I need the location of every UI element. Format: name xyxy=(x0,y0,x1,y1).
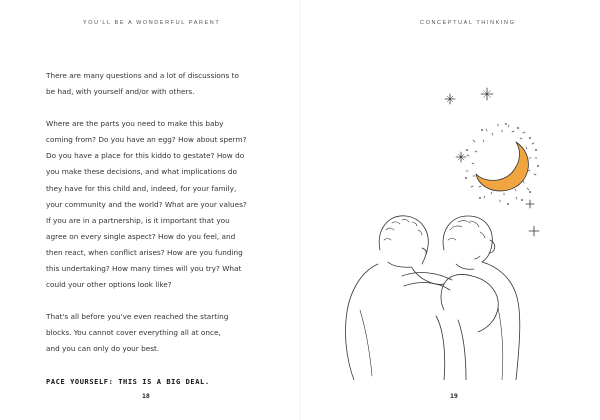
paragraph xyxy=(46,309,268,357)
star-icon xyxy=(481,88,493,100)
text-line: Do you have a place for this kiddo to gestate? How do xyxy=(46,151,245,161)
text-line: That's all before you've even reached the starting xyxy=(46,312,229,322)
text-line: coming from? Do you have an egg? How about sperm? xyxy=(46,135,247,145)
text-line: your community and the world? What are your values? xyxy=(46,199,247,209)
text-line: be had, with yourself and/or with others. xyxy=(46,87,195,97)
text-line: Where are the parts you need to make this baby xyxy=(46,119,224,129)
star-icon xyxy=(456,152,466,162)
text-line: they have for this child and, indeed, for your family, xyxy=(46,183,237,193)
moon-icon xyxy=(476,142,528,191)
body-text xyxy=(46,68,268,390)
arm-around xyxy=(402,273,466,380)
page-number: 19 xyxy=(450,392,458,400)
star-icon xyxy=(526,200,534,208)
text-line: There are many questions and a lot of discussions to xyxy=(46,71,239,80)
text-line: agree on every single aspect? How do you feel, and xyxy=(46,231,236,241)
person-right xyxy=(441,216,520,380)
page-number: 18 xyxy=(142,392,150,400)
running-head: CONCEPTUAL THINKING xyxy=(420,20,516,26)
star-icon xyxy=(529,226,539,236)
person-left xyxy=(345,216,444,380)
text-line: If you are in a partnership, is it important that you xyxy=(46,215,230,225)
text-line: blocks. You cannot cover everything all at once, xyxy=(46,328,221,338)
paragraph xyxy=(46,68,268,100)
callout-text: PACE YOURSELF: THIS IS A BIG DEAL. xyxy=(46,377,210,386)
couple-moon-illustration xyxy=(340,80,560,380)
text-line: could your other options look like? xyxy=(46,280,172,290)
text-line: you make these decisions, and what implications do xyxy=(46,167,237,177)
paragraph xyxy=(46,116,268,293)
text-line: then react, when conflict arises? How are you funding xyxy=(46,247,243,257)
running-head: YOU'LL BE A WONDERFUL PARENT xyxy=(83,20,221,26)
text-line: this undertaking? How many times will you try? What xyxy=(46,264,242,274)
star-icon xyxy=(445,94,455,104)
text-line: and you can only do your best. xyxy=(46,344,160,354)
